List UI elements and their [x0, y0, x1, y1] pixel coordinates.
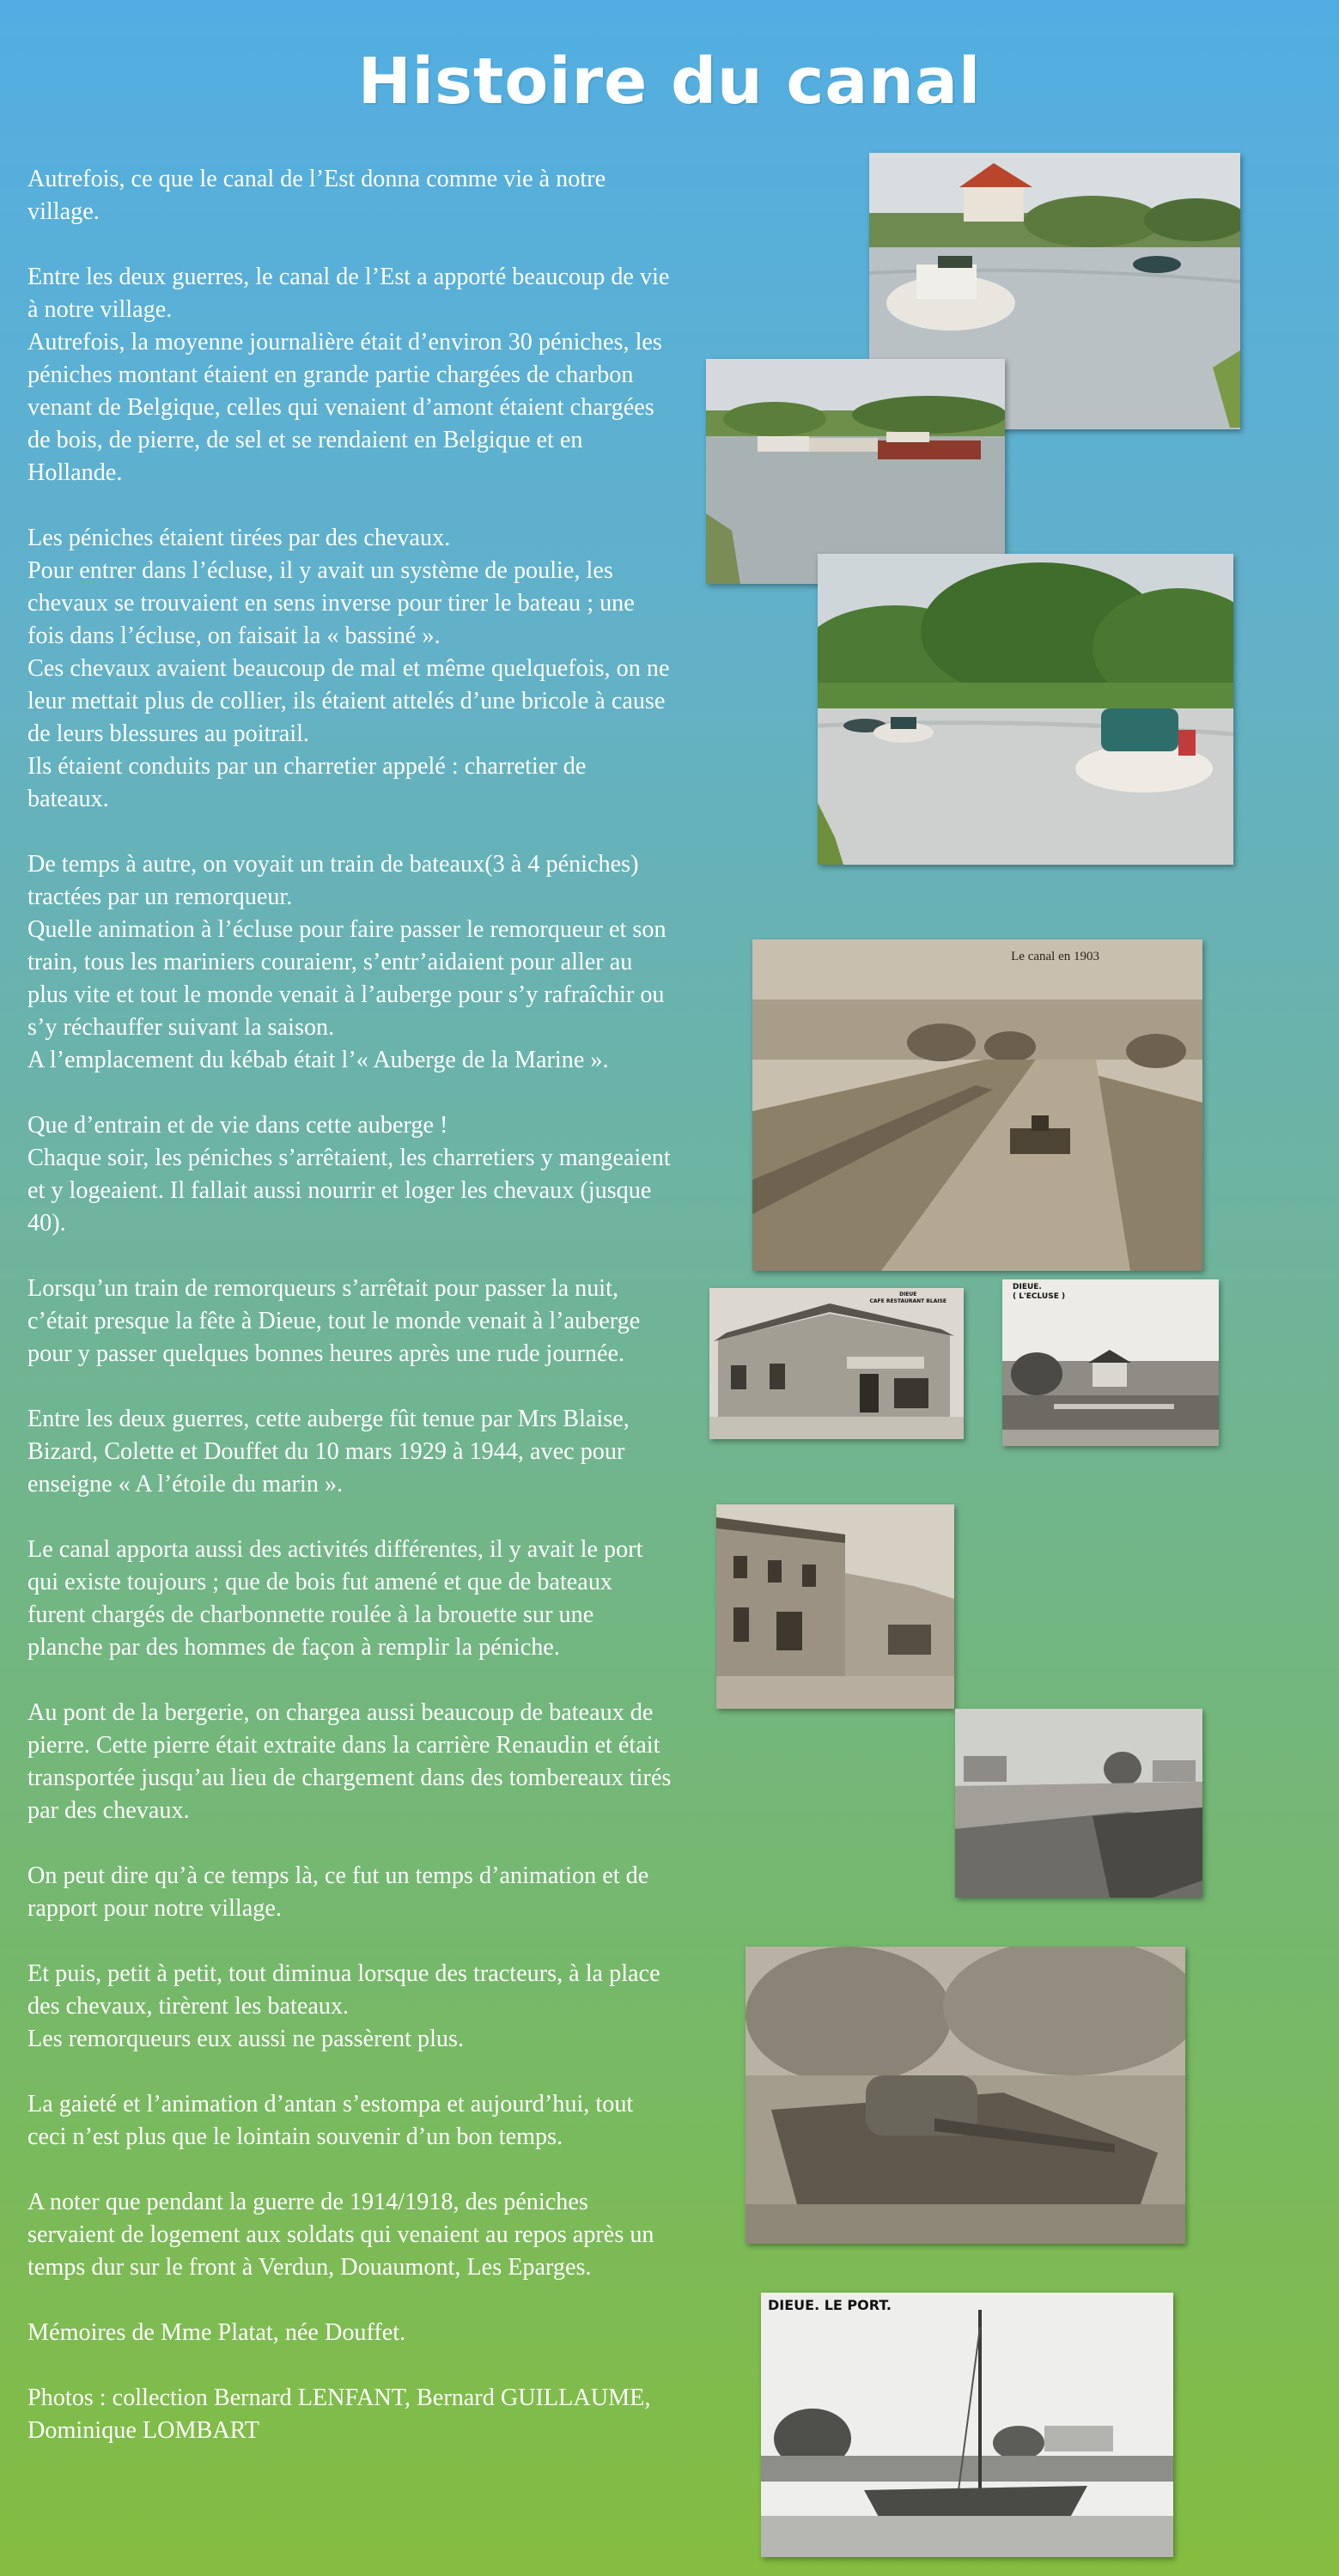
paragraph-line: Lorsqu’un train de remorqueurs s’arrêtait pour passer la nuit, c’était presque la fête à Dieue, tout le monde venait à l’auberge pour y passer quelques bonnes heures après une rude journée.: [27, 1275, 641, 1367]
article-text: [27, 163, 672, 2480]
paragraph: [27, 848, 672, 1077]
paragraph-line: Entre les deux guerres, le canal de l’Est a apporté beaucoup de vie à notre village.: [27, 264, 670, 323]
photo-dieue-port: [761, 2293, 1173, 2557]
paragraph: [27, 2382, 672, 2447]
paragraph-line: Au pont de la bergerie, on chargea aussi beaucoup de bateaux de pierre. Cette pierre était extraite dans la carrière Renaudin et était transportée jusqu’au lieu de chargement dans des tombereaux tirés par des chevaux.: [27, 1699, 672, 1824]
paragraph: [27, 1958, 672, 2056]
photo-river-trees-boats: [818, 554, 1233, 865]
paragraph-line: Que d’entrain et de vie dans cette auberge !: [27, 1112, 448, 1139]
paragraph-line: La gaieté et l’animation d’antan s’estompa et aujourd’hui, tout ceci n’est plus que le lointain souvenir d’un bon temps.: [27, 2091, 634, 2150]
photo-caption-ecluse: DIEUE. ( L'ECLUSE ): [1013, 1283, 1066, 1301]
paragraph-line: Quelle animation à l’écluse pour faire passer le remorqueur et son train, tous les mariniers couraienr, s’entr’aidaient pour aller au plus vite et tout le monde venait à l’auberge pour s’y rafraîchir ou s’y réchauffer suivant la saison.: [27, 916, 666, 1041]
paragraph-line: Ils étaient conduits par un charretier appelé : charretier de bateaux.: [27, 753, 587, 812]
photo-caption-port: DIEUE. LE PORT.: [768, 2297, 892, 2313]
photo-village-street: [716, 1504, 954, 1709]
paragraph: [27, 1534, 672, 1664]
paragraph-line: Chaque soir, les péniches s’arrêtaient, les charretiers y mangeaient et y logeaient. Il fallait aussi nourrir et loger les chevaux (jusque 40).: [27, 1145, 671, 1236]
page-title: Histoire du canal: [357, 45, 982, 118]
paragraph-line: A noter que pendant la guerre de 1914/1918, des péniches servaient de logement aux soldats qui venaient au repos après un temps dur sur le front à Verdun, Douaumont, Les Eparges.: [27, 2189, 654, 2281]
photo-canal-1903: [752, 939, 1202, 1271]
paragraph: [27, 1697, 672, 1827]
paragraph-line: Autrefois, la moyenne journalière était d’environ 30 péniches, les péniches montant étaient en grande partie chargées de charbon venant de Belgique, celles qui venaient d’amont étaient chargées de bois, de pierre, de sel et se rendaient en Belgique et en Hollande.: [27, 329, 662, 486]
paragraph-line: Les péniches étaient tirées par des chevaux.: [27, 525, 451, 551]
paragraph-line: Pour entrer dans l’écluse, il y avait un système de poulie, les chevaux se trouvaient en sens inverse pour tirer le bateau ; une fois dans l’écluse, on faisait la « bassiné ».: [27, 557, 635, 649]
paragraph: [27, 1860, 672, 1925]
paragraph: [27, 163, 672, 228]
paragraph: [27, 1273, 672, 1370]
paragraph-line: Les remorqueurs eux aussi ne passèrent plus.: [27, 2026, 465, 2052]
paragraph-line: On peut dire qu’à ce temps là, ce fut un temps d’animation et de rapport pour notre village.: [27, 1862, 649, 1922]
paragraph-line: Entre les deux guerres, cette auberge fût tenue par Mrs Blaise, Bizard, Colette et Douffet du 10 mars 1929 à 1944, avec pour enseigne « A l’étoile du marin ».: [27, 1406, 630, 1498]
photo-moored-boats: [706, 359, 1005, 584]
paragraph-line: Autrefois, ce que le canal de l’Est donna comme vie à notre village.: [27, 166, 606, 225]
photo-caption-auberge: DIEUE CAFE RESTAURANT BLAISE: [869, 1291, 946, 1304]
paragraph-line: Et puis, petit à petit, tout diminua lorsque des tracteurs, à la place des chevaux, tirèrent les bateaux.: [27, 1960, 660, 2020]
paragraph: [27, 2317, 672, 2349]
photo-auberge-blaise: [709, 1288, 964, 1439]
photo-caption-canal-1903: Le canal en 1903: [1011, 950, 1099, 963]
photo-ecluse: [1002, 1279, 1219, 1446]
paragraph: [27, 1109, 672, 1240]
paragraph: [27, 2186, 672, 2284]
paragraph: [27, 522, 672, 816]
paragraph-line: Mémoires de Mme Platat, née Douffet.: [27, 2319, 406, 2346]
paragraph: [27, 1403, 672, 1501]
paragraph-line: A l’emplacement du kébab était l’« Auberge de la Marine ».: [27, 1047, 609, 1073]
paragraph: [27, 261, 672, 489]
photo-canal-grey: [955, 1709, 1202, 1898]
paragraph-line: Le canal apporta aussi des activités différentes, il y avait le port qui existe toujours ; que de bois fut amené et que de bateaux furent chargés de charbonnette roulée à la brouette sur une planche par des hommes de façon à remplir la péniche.: [27, 1536, 643, 1661]
photo-sepia-boat: [746, 1947, 1185, 2244]
paragraph: [27, 2088, 672, 2154]
paragraph-line: De temps à autre, on voyait un train de bateaux(3 à 4 péniches) tractées par un remorqueur.: [27, 851, 639, 910]
paragraph-line: Ces chevaux avaient beaucoup de mal et même quelquefois, on ne leur mettait plus de collier, ils étaient attelés d’une bricole à cause de leurs blessures au poitrail.: [27, 655, 670, 747]
paragraph-line: Photos : collection Bernard LENFANT, Bernard GUILLAUME, Dominique LOMBART: [27, 2385, 651, 2444]
